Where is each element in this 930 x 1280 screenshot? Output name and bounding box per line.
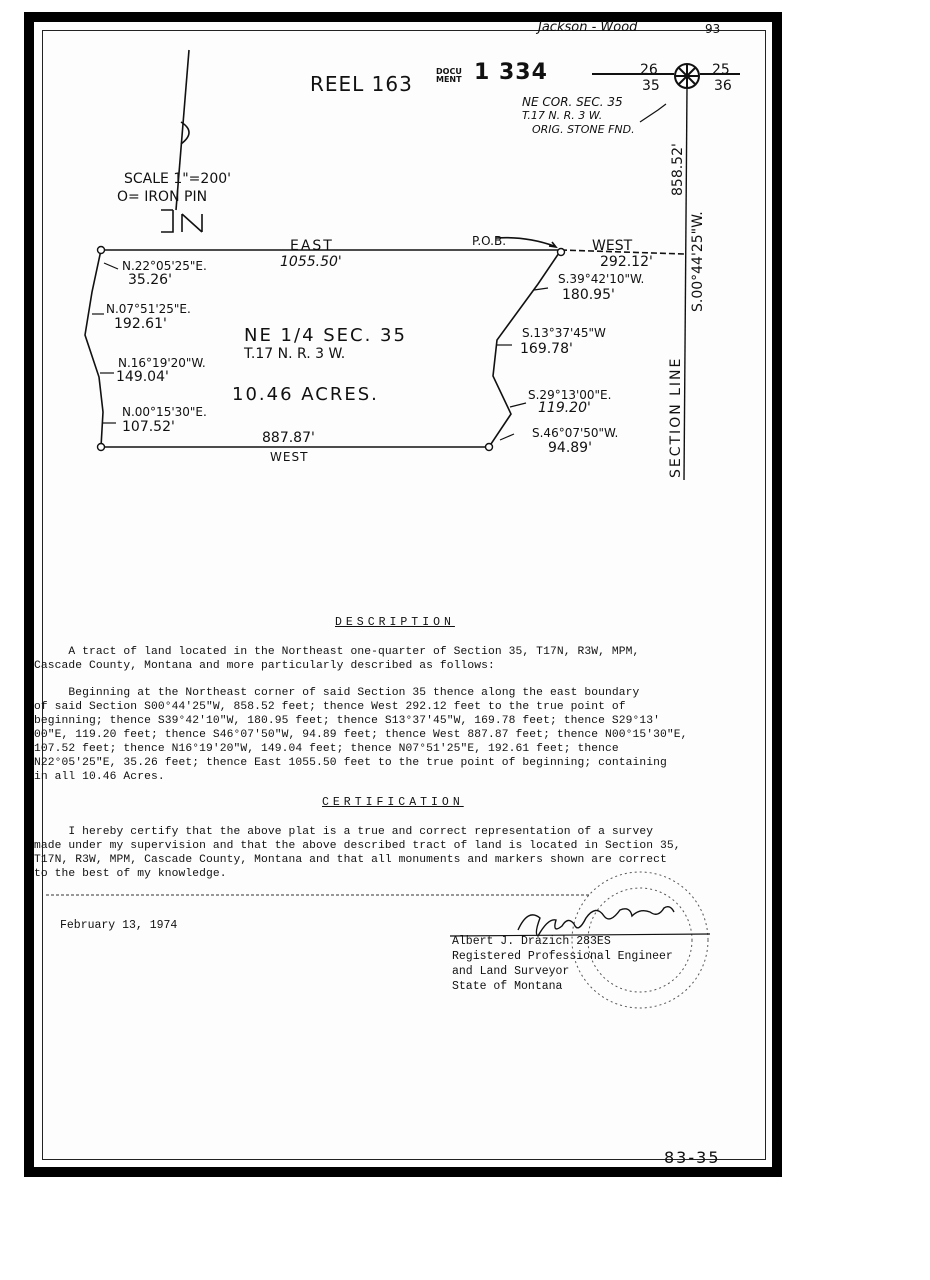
section-35-label: 35 xyxy=(642,78,660,94)
corner-note-line1: NE COR. SEC. 35 xyxy=(522,95,623,109)
course-3-distance: 119.20' xyxy=(538,400,591,416)
section-line-bearing: S.00°44'25"W. xyxy=(690,211,706,312)
line-1-distance: 35.26' xyxy=(128,272,172,288)
surveyor-name: Albert J. Drazich 283ES xyxy=(452,935,611,948)
surveyor-title: Registered Professional Engineer xyxy=(452,950,673,963)
page-corner-number: 93 xyxy=(705,22,721,36)
surveyor-state: State of Montana xyxy=(452,980,563,993)
course-3-bearing: S.29°13'00"E. xyxy=(528,388,612,402)
line-3-bearing: N.16°19'20"W. xyxy=(118,356,206,370)
east-line-label: EAST xyxy=(290,238,334,254)
course-2-bearing: S.13°37'45"W xyxy=(522,326,606,340)
course-4-bearing: S.46°07'50"W. xyxy=(532,426,619,440)
signature-date: February 13, 1974 xyxy=(60,919,178,932)
course-4-distance: 94.89' xyxy=(548,440,592,456)
line-2-distance: 192.61' xyxy=(114,316,167,332)
east-line-distance: 1055.50' xyxy=(280,254,342,270)
scale-label: SCALE 1"=200' xyxy=(124,171,231,187)
description-line: beginning; thence S39°42'10"W, 180.95 feet; thence S13°37'45"W, 169.78 feet; thence S29°13' xyxy=(34,715,661,727)
iron-pin-legend: O= IRON PIN xyxy=(117,189,208,205)
section-25-label: 25 xyxy=(712,62,730,78)
description-line: 107.52 feet; thence N16°19'20"W, 149.04 feet; thence N07°51'25"E, 192.61 feet; thence xyxy=(34,743,619,755)
tract-section-label: NE 1/4 SEC. 35 xyxy=(244,325,407,346)
document-stamp: DOCU MENT xyxy=(436,67,462,84)
page-number: 83-35 xyxy=(664,1148,721,1167)
west-top-distance: 292.12' xyxy=(600,254,653,270)
line-4-bearing: N.00°15'30"E. xyxy=(122,405,207,419)
section-36-label: 36 xyxy=(714,78,732,94)
line-4-distance: 107.52' xyxy=(122,419,175,435)
certification-line: to the best of my knowledge. xyxy=(34,868,227,880)
description-line: in all 10.46 Acres. xyxy=(34,771,165,783)
description-line: 00"E, 119.20 feet; thence S46°07'50"W, 94.89 feet; thence West 887.87 feet; thence N00°15'30"E, xyxy=(34,729,688,741)
tract-acreage: 10.46 ACRES. xyxy=(232,384,379,405)
line-1-bearing: N.22°05'25"E. xyxy=(122,259,207,273)
certification-line: I hereby certify that the above plat is a true and correct representation of a survey xyxy=(34,826,654,838)
corner-note-line3: ORIG. STONE FND. xyxy=(532,123,635,136)
document-number: 1 334 xyxy=(474,60,548,85)
tract-township-label: T.17 N. R. 3 W. xyxy=(244,346,346,362)
course-1-bearing: S.39°42'10"W. xyxy=(558,272,645,286)
description-line: Beginning at the Northeast corner of said Section 35 thence along the east boundary xyxy=(34,687,640,699)
certification-heading: CERTIFICATION xyxy=(322,796,464,809)
corner-note-line2: T.17 N. R. 3 W. xyxy=(522,109,603,122)
section-26-label: 26 xyxy=(640,62,658,78)
handwritten-title: Jackson - Wood xyxy=(538,20,638,35)
line-2-bearing: N.07°51'25"E. xyxy=(106,302,191,316)
certification-line: made under my supervision and that the above described tract of land is located in Section 35, xyxy=(34,840,681,852)
description-line: A tract of land located in the Northeast one-quarter of Section 35, T17N, R3W, MPM, xyxy=(34,646,640,658)
section-line-distance: 858.52' xyxy=(670,143,686,196)
line-3-distance: 149.04' xyxy=(116,369,169,385)
section-line-label: SECTION LINE xyxy=(668,356,684,478)
pob-label: P.O.B. xyxy=(472,234,507,248)
course-1-distance: 180.95' xyxy=(562,287,615,303)
west-line-distance: 887.87' xyxy=(262,430,315,446)
description-line: N22°05'25"E, 35.26 feet; thence East 1055.50 feet to the true point of beginning; containing xyxy=(34,757,667,769)
certification-line: T17N, R3W, MPM, Cascade County, Montana and that all monuments and markers shown are correct xyxy=(34,854,667,866)
reel-label: REEL 163 xyxy=(310,72,413,96)
west-line-label: WEST xyxy=(270,450,309,464)
course-2-distance: 169.78' xyxy=(520,341,573,357)
north-arrow-icon xyxy=(161,50,202,232)
handwritten-signature xyxy=(450,907,710,936)
description-line: Cascade County, Montana and more particularly described as follows: xyxy=(34,660,495,672)
description-line: of said Section S00°44'25"W, 858.52 feet; thence West 292.12 feet to the true point of xyxy=(34,701,626,713)
west-top-label: WEST xyxy=(592,238,633,254)
description-heading: DESCRIPTION xyxy=(335,616,455,629)
surveyor-title: and Land Surveyor xyxy=(452,965,570,978)
